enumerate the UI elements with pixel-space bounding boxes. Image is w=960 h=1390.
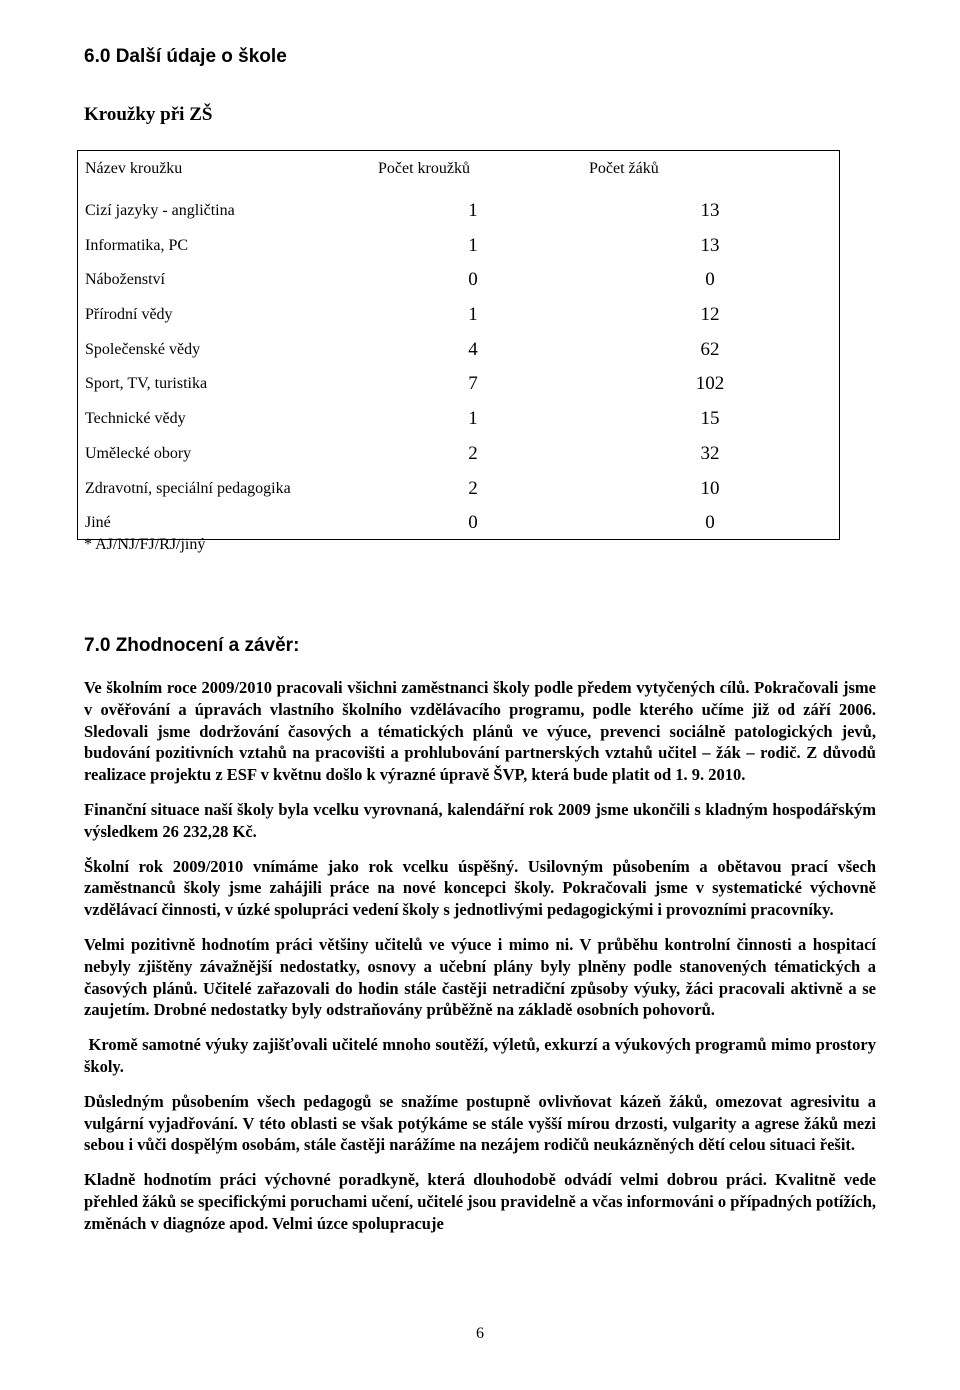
paragraph: Kromě samotné výuky zajišťovali učitelé mnoho soutěží, výletů, exkurzí a výukových programů mimo prostory školy. [84, 1035, 881, 1076]
header-club-count: Počet kroužků [378, 160, 470, 177]
club-name: Náboženství [85, 271, 165, 289]
club-count: 2 [468, 477, 478, 499]
table-row [78, 441, 839, 476]
table-row [78, 476, 839, 511]
club-count: 2 [468, 442, 478, 464]
clubs-table [77, 150, 840, 540]
pupil-count: 15 [700, 408, 720, 430]
conclusion-text [84, 677, 881, 1248]
club-name: Informatika, PC [85, 236, 189, 254]
header-pupil-count: Počet žáků [589, 160, 659, 177]
pupil-count: 0 [705, 512, 715, 534]
table-row [78, 267, 839, 302]
paragraph: Kladně hodnotím práci výchovné poradkyně, která dlouhodobě odvádí velmi dobrou práci. Kvalitně vede přehled žáků se specifickými poruchami učení, učitelé jsou pravidelně a včas informováni o případných potížích, změnách v diagnóze apod. Velmi úzce spolupracuje [84, 1170, 877, 1233]
pupil-count: 13 [700, 234, 720, 256]
section-heading-6: 6.0 Další údaje o škole [84, 46, 287, 67]
club-count: 1 [468, 304, 478, 326]
page-number: 6 [476, 1325, 484, 1342]
club-name: Jiné [85, 514, 111, 532]
club-name: Umělecké obory [85, 444, 192, 462]
paragraph: Školní rok 2009/2010 vnímáme jako rok vcelku úspěšný. Usilovným působením a obětavou prací všech zaměstnanců školy jsme zahájili práce na nové koncepci školy. Pokračovali jsme v systematické výchovně vzdělávací činnosti, v úzké spolupráci vedení školy s jednotlivými pedagogickými i provozními pracovníky. [84, 856, 876, 920]
club-count: 1 [468, 234, 478, 256]
club-count: 4 [468, 338, 478, 360]
club-name: Zdravotní, speciální pedagogika [85, 479, 291, 497]
table-row [78, 371, 839, 406]
pupil-count: 0 [705, 269, 715, 291]
club-name: Společenské vědy [85, 340, 201, 358]
club-name: Cizí jazyky - angličtina [85, 202, 235, 219]
club-count: 0 [468, 512, 478, 534]
club-name: Technické vědy [85, 410, 186, 428]
clubs-subtitle: Kroužky při ZŠ [84, 104, 213, 125]
pupil-count: 102 [695, 373, 725, 395]
club-count: 7 [468, 373, 478, 395]
table-row [78, 198, 839, 233]
pupil-count: 32 [700, 442, 720, 464]
pupil-count: 12 [700, 304, 720, 326]
table-row [78, 406, 839, 441]
header-club-name: Název kroužku [85, 160, 183, 177]
paragraph: Ve školním roce 2009/2010 pracovali všichni zaměstnanci školy podle předem vytyčených cílů. Pokračovali jsme v ověřování a úpravách vlastního školního vzdělávacího programu, podle kterého učíme již od září 2006. Sledovali jsme dodržování časových a tématických plánů ve výuce, prevenci sociálně patologických jevů, budování pozitivních vztahů na pracovišti a prohlubování partnerských vztahů učitel – žák – rodič. Z důvodů realizace projektu z ESF v květnu došlo k výrazné úpravě ŠVP, která bude platit od 1. 9. 2010. [84, 678, 876, 785]
club-name: Sport, TV, turistika [85, 375, 208, 393]
pupil-count: 10 [700, 477, 720, 499]
club-count: 0 [468, 269, 478, 291]
table-row [78, 302, 839, 337]
club-count: 1 [468, 200, 478, 221]
paragraph: Finanční situace naší školy byla vcelku vyrovnaná, kalendářní rok 2009 jsme ukončili s kladným hospodářským výsledkem 26 232,28 Kč. [84, 799, 876, 841]
pupil-count: 62 [700, 338, 720, 360]
pupil-count: 13 [700, 200, 720, 221]
table-row [78, 233, 839, 268]
paragraph: Velmi pozitivně hodnotím práci většiny učitelů ve výuce i mimo ni. V průběhu kontrolní činnosti a hospitací nebyly zjištěny závažnější nedostatky, osnovy a učební plány byly plněny podle stanovených tématických a časových plánů. Učitelé zařazovali do hodin stále častěji netradiční způsoby výuky, žáci pracovali aktivně a se zaujetím. Drobné nedostatky byly odstraňovány průběžně na základě osobních pohovorů. [84, 934, 876, 1020]
table-row [78, 337, 839, 372]
club-count: 1 [468, 408, 478, 430]
clubs-table-body [78, 198, 839, 545]
club-name: Přírodní vědy [85, 306, 173, 324]
paragraph: Důsledným působením všech pedagogů se snažíme postupně ovlivňovat kázeň žáků, omezovat agresivitu a vulgární vyjadřování. V této oblasti se však potýkáme se stále vyšší mírou drzosti, vulgarity a agrese žáků mezi sebou i vůči dospělým osobám, stále častěji narážíme na nezájem rodičů neukázněných dětí celou situaci řešit. [84, 1091, 876, 1155]
section-heading-7: 7.0 Zhodnocení a závěr: [84, 635, 300, 656]
table-footnote: * AJ/NJ/FJ/RJ/jiný [84, 536, 206, 553]
